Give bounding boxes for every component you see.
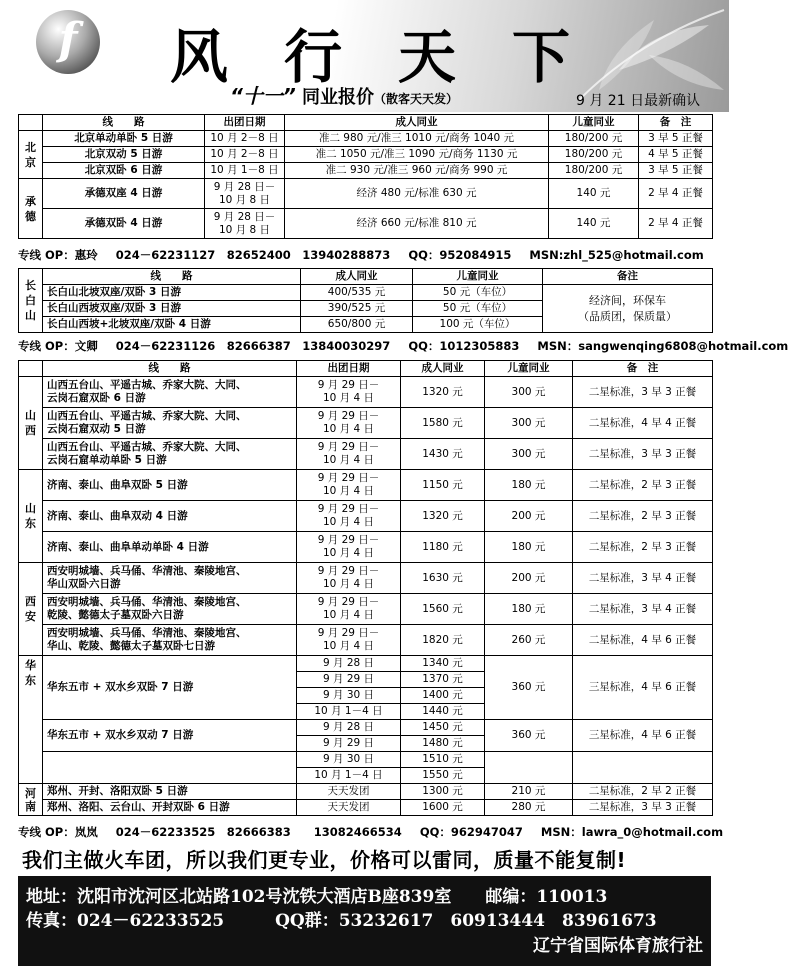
adult-price: 经济 660 元/标准 810 元 xyxy=(285,209,549,239)
adult-price: 1630 元 xyxy=(401,563,485,594)
child-price: 300 元 xyxy=(485,377,573,408)
title-char: 风 xyxy=(170,23,229,91)
remark: 4 早 5 正餐 xyxy=(639,147,713,163)
beijing-chengde-table xyxy=(18,114,713,239)
remark: 3 早 5 正餐 xyxy=(639,131,713,147)
adult-price: 1450 元 xyxy=(401,720,485,736)
region-label: 承 德 xyxy=(19,179,43,239)
changbaishan-table xyxy=(18,268,713,333)
region-label: 西 安 xyxy=(19,563,43,656)
route-name: 承德双座 4 日游 xyxy=(43,179,205,209)
region-label: 山 东 xyxy=(19,470,43,563)
remark: 二星标准，3 早 4 正餐 xyxy=(573,563,713,594)
col-header: 成人同业 xyxy=(285,115,549,131)
child-price: 180 元 xyxy=(485,470,573,501)
departure-date: 9 月 29 日－ 10 月 4 日 xyxy=(297,625,401,656)
contact-line xyxy=(18,338,802,354)
child-price: 140 元 xyxy=(549,209,639,239)
adult-price: 1580 元 xyxy=(401,408,485,439)
child-price: 50 元（车位） xyxy=(413,301,543,317)
child-price: 200 元 xyxy=(485,563,573,594)
departure-date: 9 月 29 日－ 10 月 4 日 xyxy=(297,563,401,594)
remark: 二星标准，3 早 3 正餐 xyxy=(573,377,713,408)
departure-date: 10 月 1－4 日 xyxy=(297,768,401,784)
adult-price: 1180 元 xyxy=(401,532,485,563)
adult-price: 1300 元 xyxy=(401,784,485,800)
departure-date: 9 月 28 日－ 10 月 8 日 xyxy=(205,209,285,239)
adult-price: 400/535 元 xyxy=(301,285,413,301)
departure-date: 9 月 29 日－ 10 月 4 日 xyxy=(297,501,401,532)
route-name: 西安明城墙、兵马俑、华清池、秦陵地宫、 华山双卧六日游 xyxy=(43,563,297,594)
departure-date: 9 月 29 日－ 10 月 4 日 xyxy=(297,408,401,439)
quote-subtitle: “十一” 同业报价（散客天天发） xyxy=(230,84,459,108)
col-header: 线 路 xyxy=(43,361,297,377)
child-price: 360 元 xyxy=(485,656,573,720)
region-label: 北 京 xyxy=(19,131,43,179)
adult-price: 准二 980 元/准三 1010 元/商务 1040 元 xyxy=(285,131,549,147)
header-banner xyxy=(0,0,729,112)
route-name: 北京双动 5 日游 xyxy=(43,147,205,163)
remark: 2 早 4 正餐 xyxy=(639,209,713,239)
adult-price: 1550 元 xyxy=(401,768,485,784)
remark: 2 早 4 正餐 xyxy=(639,179,713,209)
route-name: 山西五台山、平遥古城、乔家大院、大同、 云岗石窟双卧 6 日游 xyxy=(43,377,297,408)
departure-date: 10 月 2－8 日 xyxy=(205,147,285,163)
adult-price: 1150 元 xyxy=(401,470,485,501)
route-name: 济南、泰山、曲阜单动单卧 4 日游 xyxy=(43,532,297,563)
footer-fax-qq: 传真：024－62233525 QQ群：53232617 60913444 83961673 xyxy=(26,911,657,931)
region-label: 华 东 xyxy=(19,656,43,784)
remark: 三星标准，4 早 6 正餐 xyxy=(573,720,713,752)
contact-phones: 024－62233525 82666383 13082466534 xyxy=(115,825,402,839)
adult-price: 390/525 元 xyxy=(301,301,413,317)
route-name: 山西五台山、平遥古城、乔家大院、大同、 云岗石窟单动单卧 5 日游 xyxy=(43,439,297,470)
adult-price: 1320 元 xyxy=(401,501,485,532)
route-name: 承德双卧 4 日游 xyxy=(43,209,205,239)
footer-bar xyxy=(18,876,711,966)
regional-tours-table xyxy=(18,360,713,816)
contact-msn: MSN：sangwenqing6808@hotmail.com xyxy=(537,339,789,353)
adult-price: 1430 元 xyxy=(401,439,485,470)
col-header: 儿童同业 xyxy=(485,361,573,377)
route-name: 济南、泰山、曲阜双卧 5 日游 xyxy=(43,470,297,501)
col-header: 线 路 xyxy=(43,269,301,285)
child-price: 50 元（车位） xyxy=(413,285,543,301)
confirm-date: 9 月 21 日最新确认 xyxy=(576,93,701,109)
child-price: 180/200 元 xyxy=(549,131,639,147)
departure-date: 9 月 28 日 xyxy=(297,720,401,736)
col-header: 儿童同业 xyxy=(549,115,639,131)
remark: 二星标准，3 早 3 正餐 xyxy=(573,439,713,470)
route-name: 华东五市 + 双水乡双卧 7 日游 xyxy=(43,656,297,720)
adult-price: 1340 元 xyxy=(401,656,485,672)
route-name: 华东五市 + 双水乡双动 7 日游 xyxy=(43,720,297,752)
title-char: 行 xyxy=(283,23,342,91)
route-name: 北京单动单卧 5 日游 xyxy=(43,131,205,147)
remark: 二星标准，3 早 4 正餐 xyxy=(573,594,713,625)
contact-phones: 024－62231127 82652400 13940288873 xyxy=(115,248,391,262)
remark: 二星标准，4 早 4 正餐 xyxy=(573,408,713,439)
footer-address: 地址：沈阳市沈河区北站路102号沈铁大酒店B座839室 邮编：110013 xyxy=(26,887,608,907)
adult-price: 1480 元 xyxy=(401,736,485,752)
remark: 二星标准，2 早 3 正餐 xyxy=(573,470,713,501)
child-price: 180/200 元 xyxy=(549,163,639,179)
col-header: 线 路 xyxy=(43,115,205,131)
col-header: 出团日期 xyxy=(205,115,285,131)
adult-price: 1600 元 xyxy=(401,800,485,816)
route-name: 西安明城墙、兵马俑、华清池、秦陵地宫、 华山、乾陵、懿德太子墓双卧七日游 xyxy=(43,625,297,656)
region-label: 长 白 山 xyxy=(19,269,43,333)
title-char: 下 xyxy=(511,23,570,91)
footer-company: 辽宁省国际体育旅行社 xyxy=(533,936,703,956)
child-price: 180 元 xyxy=(485,532,573,563)
col-header: 儿童同业 xyxy=(413,269,543,285)
departure-date: 9 月 28 日－ 10 月 8 日 xyxy=(205,179,285,209)
remark: 二星标准，4 早 6 正餐 xyxy=(573,625,713,656)
child-price: 360 元 xyxy=(485,720,573,752)
adult-price: 1560 元 xyxy=(401,594,485,625)
contact-op: 专线 OP：岚岚 xyxy=(18,825,98,839)
contact-phones: 024－62231126 82666387 13840030297 xyxy=(115,339,391,353)
departure-date: 9 月 30 日 xyxy=(297,688,401,704)
route-name: 长白山北坡双座/双卧 3 日游 xyxy=(43,285,301,301)
col-header: 备 注 xyxy=(573,361,713,377)
adult-price: 1510 元 xyxy=(401,752,485,768)
departure-date: 10 月 1－4 日 xyxy=(297,704,401,720)
adult-price: 1400 元 xyxy=(401,688,485,704)
departure-date: 9 月 28 日 xyxy=(297,656,401,672)
child-price: 280 元 xyxy=(485,800,573,816)
adult-price: 1320 元 xyxy=(401,377,485,408)
region-label: 山 西 xyxy=(19,377,43,470)
departure-date: 天天发团 xyxy=(297,800,401,816)
child-price: 200 元 xyxy=(485,501,573,532)
child-price: 300 元 xyxy=(485,408,573,439)
remark: 三星标准，4 早 6 正餐 xyxy=(573,656,713,720)
company-logo xyxy=(36,10,100,74)
adult-price: 经济 480 元/标准 630 元 xyxy=(285,179,549,209)
child-price: 210 元 xyxy=(485,784,573,800)
adult-price: 准二 1050 元/准三 1090 元/商务 1130 元 xyxy=(285,147,549,163)
contact-msn: MSN:zhl_525@hotmail.com xyxy=(529,248,704,262)
remark: 二星标准，3 早 3 正餐 xyxy=(573,800,713,816)
contact-msn: MSN：lawra_0@hotmail.com xyxy=(540,825,724,839)
title-char: 天 xyxy=(397,23,456,91)
adult-price: 1370 元 xyxy=(401,672,485,688)
departure-date: 9 月 29 日－ 10 月 4 日 xyxy=(297,594,401,625)
contact-line xyxy=(18,824,737,840)
route-name: 长白山西坡+北坡双座/双卧 4 日游 xyxy=(43,317,301,333)
col-header: 成人同业 xyxy=(301,269,413,285)
contact-line xyxy=(18,247,718,263)
route-name: 山西五台山、平遥古城、乔家大院、大同、 云岗石窟双动 5 日游 xyxy=(43,408,297,439)
adult-price: 1440 元 xyxy=(401,704,485,720)
departure-date: 10 月 2－8 日 xyxy=(205,131,285,147)
adult-price: 1820 元 xyxy=(401,625,485,656)
child-price: 180/200 元 xyxy=(549,147,639,163)
col-header: 备注 xyxy=(543,269,713,285)
logo-f-glyph: f xyxy=(58,14,78,65)
col-header: 出团日期 xyxy=(297,361,401,377)
departure-date: 9 月 29 日 xyxy=(297,736,401,752)
adult-price: 650/800 元 xyxy=(301,317,413,333)
slogan: 我们主做火车团，所以我们更专业，价格可以雷同，质量不能复制! xyxy=(22,848,627,872)
child-price: 180 元 xyxy=(485,594,573,625)
route-name: 长白山西坡双座/双卧 3 日游 xyxy=(43,301,301,317)
route-name: 济南、泰山、曲阜双动 4 日游 xyxy=(43,501,297,532)
adult-price: 准二 930 元/准三 960 元/商务 990 元 xyxy=(285,163,549,179)
col-header: 成人同业 xyxy=(401,361,485,377)
departure-date: 9 月 29 日－ 10 月 4 日 xyxy=(297,377,401,408)
region-label: 河 南 xyxy=(19,784,43,816)
contact-qq: QQ：962947047 xyxy=(419,825,523,839)
remark: 经济间，环保车 （品质团，保质量） xyxy=(543,285,713,333)
remark: 3 早 5 正餐 xyxy=(639,163,713,179)
child-price: 260 元 xyxy=(485,625,573,656)
contact-qq: QQ：952084915 xyxy=(408,248,512,262)
col-header: 备 注 xyxy=(639,115,713,131)
child-price: 140 元 xyxy=(549,179,639,209)
departure-date: 9 月 29 日－ 10 月 4 日 xyxy=(297,470,401,501)
departure-date: 9 月 30 日 xyxy=(297,752,401,768)
remark: 二星标准，2 早 2 正餐 xyxy=(573,784,713,800)
departure-date: 天天发团 xyxy=(297,784,401,800)
departure-date: 9 月 29 日－ 10 月 4 日 xyxy=(297,439,401,470)
child-price: 300 元 xyxy=(485,439,573,470)
departure-date: 9 月 29 日 xyxy=(297,672,401,688)
route-name: 郑州、洛阳、云台山、开封双卧 6 日游 xyxy=(43,800,297,816)
route-name: 北京双卧 6 日游 xyxy=(43,163,205,179)
departure-date: 9 月 29 日－ 10 月 4 日 xyxy=(297,532,401,563)
child-price: 100 元（车位） xyxy=(413,317,543,333)
remark: 二星标准，2 早 3 正餐 xyxy=(573,501,713,532)
route-name: 郑州、开封、洛阳双卧 5 日游 xyxy=(43,784,297,800)
remark: 二星标准，2 早 3 正餐 xyxy=(573,532,713,563)
contact-op: 专线 OP：文卿 xyxy=(18,339,98,353)
contact-qq: QQ：1012305883 xyxy=(408,339,520,353)
contact-op: 专线 OP：惠玲 xyxy=(18,248,98,262)
departure-date: 10 月 1－8 日 xyxy=(205,163,285,179)
route-name: 西安明城墙、兵马俑、华清池、秦陵地宫、 乾陵、懿德太子墓双卧六日游 xyxy=(43,594,297,625)
